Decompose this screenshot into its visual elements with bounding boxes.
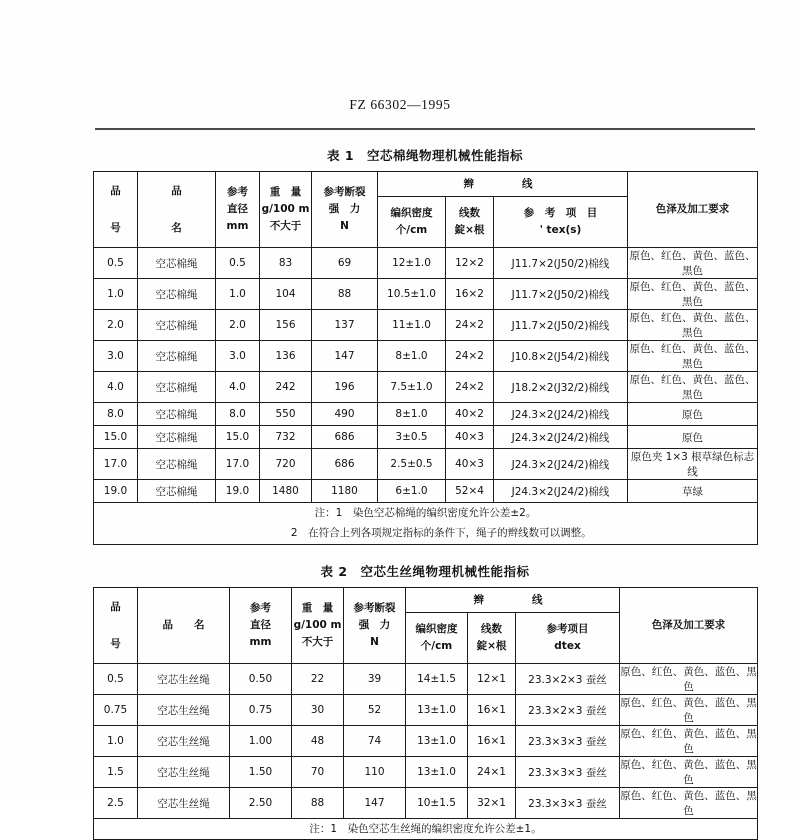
th-weave-density: 编织密度 个/cm bbox=[378, 197, 446, 248]
cell-ref-break-strength: 137 bbox=[312, 310, 378, 341]
cell-ref-item: J11.7×2(J50/2)棉线 bbox=[494, 310, 628, 341]
table-row bbox=[94, 664, 758, 695]
cell-weight: 104 bbox=[260, 279, 312, 310]
table2-caption: 表 2 空芯生丝绳物理机械性能指标 bbox=[320, 564, 530, 579]
table1-footer bbox=[94, 503, 758, 545]
cell-weight: 136 bbox=[260, 341, 312, 372]
cell-ref-break-strength: 74 bbox=[344, 726, 406, 757]
cell-weight: 242 bbox=[260, 372, 312, 403]
cell-product-no: 0.75 bbox=[94, 695, 138, 726]
cell-weave-density: 13±1.0 bbox=[406, 695, 468, 726]
cell-weave-density: 12±1.0 bbox=[378, 248, 446, 279]
cell-thread-count: 16×1 bbox=[468, 726, 516, 757]
cell-product-name: 空芯棉绳 bbox=[138, 279, 216, 310]
cell-color-processing: 原色、红色、黄色、蓝色、黑色 bbox=[620, 757, 758, 788]
cell-ref-break-strength: 69 bbox=[312, 248, 378, 279]
cell-ref-diameter: 17.0 bbox=[216, 449, 260, 480]
th-product-no: 品 号 bbox=[94, 172, 138, 248]
cell-thread-count: 12×1 bbox=[468, 664, 516, 695]
cell-thread-count: 40×3 bbox=[446, 449, 494, 480]
cell-color-processing: 原色 bbox=[628, 403, 758, 426]
cell-product-no: 2.0 bbox=[94, 310, 138, 341]
cell-thread-count: 32×1 bbox=[468, 788, 516, 819]
cell-ref-diameter: 1.0 bbox=[216, 279, 260, 310]
cell-ref-break-strength: 686 bbox=[312, 426, 378, 449]
cell-thread-count: 16×1 bbox=[468, 695, 516, 726]
table1-block bbox=[93, 146, 757, 545]
th2-product-name: 品 名 bbox=[138, 588, 230, 664]
th2-break-strength: 参考断裂 强 力 N bbox=[344, 588, 406, 664]
cell-color-processing: 原色、红色、黄色、蓝色、黑色 bbox=[620, 726, 758, 757]
cell-product-name: 空芯棉绳 bbox=[138, 426, 216, 449]
cell-weave-density: 10±1.5 bbox=[406, 788, 468, 819]
table-row bbox=[94, 480, 758, 503]
table-row bbox=[94, 279, 758, 310]
cell-thread-count: 40×3 bbox=[446, 426, 494, 449]
cell-product-name: 空芯生丝绳 bbox=[138, 788, 230, 819]
th-product-name: 品 名 bbox=[138, 172, 216, 248]
table-row bbox=[94, 426, 758, 449]
cell-thread-count: 12×2 bbox=[446, 248, 494, 279]
cell-weave-density: 11±1.0 bbox=[378, 310, 446, 341]
cell-thread-count: 24×2 bbox=[446, 372, 494, 403]
table-row bbox=[94, 248, 758, 279]
cell-product-name: 空芯棉绳 bbox=[138, 480, 216, 503]
cell-ref-break-strength: 147 bbox=[312, 341, 378, 372]
th2-weave-density: 编织密度 个/cm bbox=[406, 613, 468, 664]
cell-color-processing: 原色、红色、黄色、蓝色、黑色 bbox=[628, 372, 758, 403]
cell-weave-density: 8±1.0 bbox=[378, 403, 446, 426]
note-line: 注：1 染色空芯生丝绳的编织密度允许公差±1。 bbox=[309, 823, 542, 835]
cell-weave-density: 8±1.0 bbox=[378, 341, 446, 372]
cell-ref-diameter: 3.0 bbox=[216, 341, 260, 372]
cell-ref-item: 23.3×2×3 蚕丝 bbox=[516, 695, 620, 726]
cell-weave-density: 3±0.5 bbox=[378, 426, 446, 449]
cell-product-no: 4.0 bbox=[94, 372, 138, 403]
cell-thread-count: 24×2 bbox=[446, 341, 494, 372]
cell-weight: 550 bbox=[260, 403, 312, 426]
cell-ref-item: 23.3×3×3 蚕丝 bbox=[516, 726, 620, 757]
th2-weight: 重 量 g/100 m 不大于 bbox=[292, 588, 344, 664]
cell-color-processing: 原色、红色、黄色、蓝色、黑色 bbox=[628, 341, 758, 372]
cell-ref-diameter: 4.0 bbox=[216, 372, 260, 403]
cell-thread-count: 16×2 bbox=[446, 279, 494, 310]
table1-caption: 表 1 空芯棉绳物理机械性能指标 bbox=[326, 148, 524, 163]
cell-ref-item: J24.3×2(J24/2)棉线 bbox=[494, 426, 628, 449]
cell-weave-density: 2.5±0.5 bbox=[378, 449, 446, 480]
cell-weave-density: 10.5±1.0 bbox=[378, 279, 446, 310]
cell-weight: 70 bbox=[292, 757, 344, 788]
cell-product-no: 17.0 bbox=[94, 449, 138, 480]
cell-ref-break-strength: 39 bbox=[344, 664, 406, 695]
cell-ref-break-strength: 490 bbox=[312, 403, 378, 426]
cell-product-name: 空芯生丝绳 bbox=[138, 664, 230, 695]
cell-weave-density: 14±1.5 bbox=[406, 664, 468, 695]
cell-product-no: 0.5 bbox=[94, 248, 138, 279]
table1-header-row-1 bbox=[94, 172, 758, 197]
cell-weave-density: 7.5±1.0 bbox=[378, 372, 446, 403]
cell-thread-count: 40×2 bbox=[446, 403, 494, 426]
cell-color-processing: 原色 bbox=[628, 426, 758, 449]
cell-product-no: 19.0 bbox=[94, 480, 138, 503]
table2-block bbox=[93, 562, 757, 840]
cell-product-no: 3.0 bbox=[94, 341, 138, 372]
cell-ref-diameter: 2.50 bbox=[230, 788, 292, 819]
cell-product-no: 0.5 bbox=[94, 664, 138, 695]
th2-color-processing: 色泽及加工要求 bbox=[620, 588, 758, 664]
cell-color-processing: 原色夹 1×3 根草绿色标志线 bbox=[628, 449, 758, 480]
cell-weight: 156 bbox=[260, 310, 312, 341]
table2-footer bbox=[94, 819, 758, 840]
cell-product-no: 15.0 bbox=[94, 426, 138, 449]
cell-ref-break-strength: 147 bbox=[344, 788, 406, 819]
cell-ref-break-strength: 1180 bbox=[312, 480, 378, 503]
cell-weight: 732 bbox=[260, 426, 312, 449]
th2-thread-count: 线数 錠×根 bbox=[468, 613, 516, 664]
table-row bbox=[94, 403, 758, 426]
note-line: 注：1 染色空芯棉绳的编织密度允许公差±2。 bbox=[314, 507, 537, 519]
cell-ref-break-strength: 52 bbox=[344, 695, 406, 726]
cell-weave-density: 6±1.0 bbox=[378, 480, 446, 503]
cell-weight: 48 bbox=[292, 726, 344, 757]
cell-ref-diameter: 1.50 bbox=[230, 757, 292, 788]
table-row bbox=[94, 341, 758, 372]
cell-ref-item: J24.3×2(J24/2)棉线 bbox=[494, 449, 628, 480]
cell-product-no: 1.5 bbox=[94, 757, 138, 788]
cell-product-no: 1.0 bbox=[94, 279, 138, 310]
cell-ref-diameter: 2.0 bbox=[216, 310, 260, 341]
th-ref-item: 参 考 项 目 ' tex(s) bbox=[494, 197, 628, 248]
th-weight: 重 量 g/100 m 不大于 bbox=[260, 172, 312, 248]
cell-color-processing: 原色、红色、黄色、蓝色、黑色 bbox=[620, 664, 758, 695]
th2-product-no: 品 号 bbox=[94, 588, 138, 664]
cell-product-name: 空芯棉绳 bbox=[138, 341, 216, 372]
th-color-processing: 色泽及加工要求 bbox=[628, 172, 758, 248]
cell-ref-item: 23.3×3×3 蚕丝 bbox=[516, 788, 620, 819]
cell-product-name: 空芯生丝绳 bbox=[138, 726, 230, 757]
table2-body bbox=[94, 664, 758, 819]
cell-weight: 88 bbox=[292, 788, 344, 819]
cell-ref-item: J11.7×2(J50/2)棉线 bbox=[494, 279, 628, 310]
cell-product-name: 空芯棉绳 bbox=[138, 372, 216, 403]
th-ref-diameter: 参考 直径 mm bbox=[216, 172, 260, 248]
table1-body bbox=[94, 248, 758, 503]
table2-header-row-1 bbox=[94, 588, 758, 613]
th-thread-count: 线数 錠×根 bbox=[446, 197, 494, 248]
table2 bbox=[93, 587, 758, 840]
th2-braid-group: 辫 线 bbox=[406, 588, 620, 613]
cell-weight: 83 bbox=[260, 248, 312, 279]
table-row bbox=[94, 695, 758, 726]
cell-ref-item: J24.3×2(J24/2)棉线 bbox=[494, 480, 628, 503]
standard-number-header: FZ 66302—1995 bbox=[349, 97, 451, 112]
cell-product-no: 8.0 bbox=[94, 403, 138, 426]
cell-color-processing: 原色、红色、黄色、蓝色、黑色 bbox=[620, 788, 758, 819]
table-row bbox=[94, 757, 758, 788]
cell-product-name: 空芯棉绳 bbox=[138, 248, 216, 279]
cell-ref-item: J18.2×2(J32/2)棉线 bbox=[494, 372, 628, 403]
table-row bbox=[94, 788, 758, 819]
th-braid-group: 辫 线 bbox=[378, 172, 628, 197]
cell-product-no: 2.5 bbox=[94, 788, 138, 819]
cell-thread-count: 24×2 bbox=[446, 310, 494, 341]
cell-ref-item: 23.3×3×3 蚕丝 bbox=[516, 757, 620, 788]
cell-color-processing: 原色、红色、黄色、蓝色、黑色 bbox=[620, 695, 758, 726]
cell-ref-diameter: 0.75 bbox=[230, 695, 292, 726]
cell-weight: 22 bbox=[292, 664, 344, 695]
table2-notes bbox=[94, 819, 758, 840]
cell-weight: 30 bbox=[292, 695, 344, 726]
th2-ref-diameter: 参考 直径 mm bbox=[230, 588, 292, 664]
cell-ref-break-strength: 88 bbox=[312, 279, 378, 310]
cell-ref-break-strength: 196 bbox=[312, 372, 378, 403]
cell-ref-diameter: 1.00 bbox=[230, 726, 292, 757]
cell-ref-break-strength: 686 bbox=[312, 449, 378, 480]
cell-product-name: 空芯生丝绳 bbox=[138, 695, 230, 726]
cell-ref-item: J24.3×2(J24/2)棉线 bbox=[494, 403, 628, 426]
note-line: 2 在符合上列各项规定指标的条件下，绳子的辫线数可以调整。 bbox=[259, 527, 592, 540]
cell-weave-density: 13±1.0 bbox=[406, 757, 468, 788]
cell-weave-density: 13±1.0 bbox=[406, 726, 468, 757]
cell-color-processing: 原色、红色、黄色、蓝色、黑色 bbox=[628, 248, 758, 279]
cell-ref-break-strength: 110 bbox=[344, 757, 406, 788]
cell-ref-item: 23.3×2×3 蚕丝 bbox=[516, 664, 620, 695]
cell-weight: 720 bbox=[260, 449, 312, 480]
header-rule-divider bbox=[95, 128, 755, 130]
table-row bbox=[94, 372, 758, 403]
table-row bbox=[94, 449, 758, 480]
table-row bbox=[94, 310, 758, 341]
cell-ref-diameter: 8.0 bbox=[216, 403, 260, 426]
cell-ref-diameter: 0.5 bbox=[216, 248, 260, 279]
table1 bbox=[93, 171, 758, 545]
cell-color-processing: 原色、红色、黄色、蓝色、黑色 bbox=[628, 279, 758, 310]
table-row bbox=[94, 726, 758, 757]
cell-ref-item: J11.7×2(J50/2)棉线 bbox=[494, 248, 628, 279]
th2-ref-item: 参考项目 dtex bbox=[516, 613, 620, 664]
cell-thread-count: 52×4 bbox=[446, 480, 494, 503]
cell-product-name: 空芯棉绳 bbox=[138, 403, 216, 426]
cell-weight: 1480 bbox=[260, 480, 312, 503]
cell-ref-item: J10.8×2(J54/2)棉线 bbox=[494, 341, 628, 372]
cell-thread-count: 24×1 bbox=[468, 757, 516, 788]
cell-ref-diameter: 0.50 bbox=[230, 664, 292, 695]
cell-product-no: 1.0 bbox=[94, 726, 138, 757]
cell-ref-diameter: 15.0 bbox=[216, 426, 260, 449]
cell-product-name: 空芯生丝绳 bbox=[138, 757, 230, 788]
cell-product-name: 空芯棉绳 bbox=[138, 449, 216, 480]
cell-color-processing: 草绿 bbox=[628, 480, 758, 503]
cell-ref-diameter: 19.0 bbox=[216, 480, 260, 503]
cell-product-name: 空芯棉绳 bbox=[138, 310, 216, 341]
th-break-strength: 参考断裂 强 力 N bbox=[312, 172, 378, 248]
table1-notes bbox=[94, 503, 758, 545]
cell-color-processing: 原色、红色、黄色、蓝色、黑色 bbox=[628, 310, 758, 341]
